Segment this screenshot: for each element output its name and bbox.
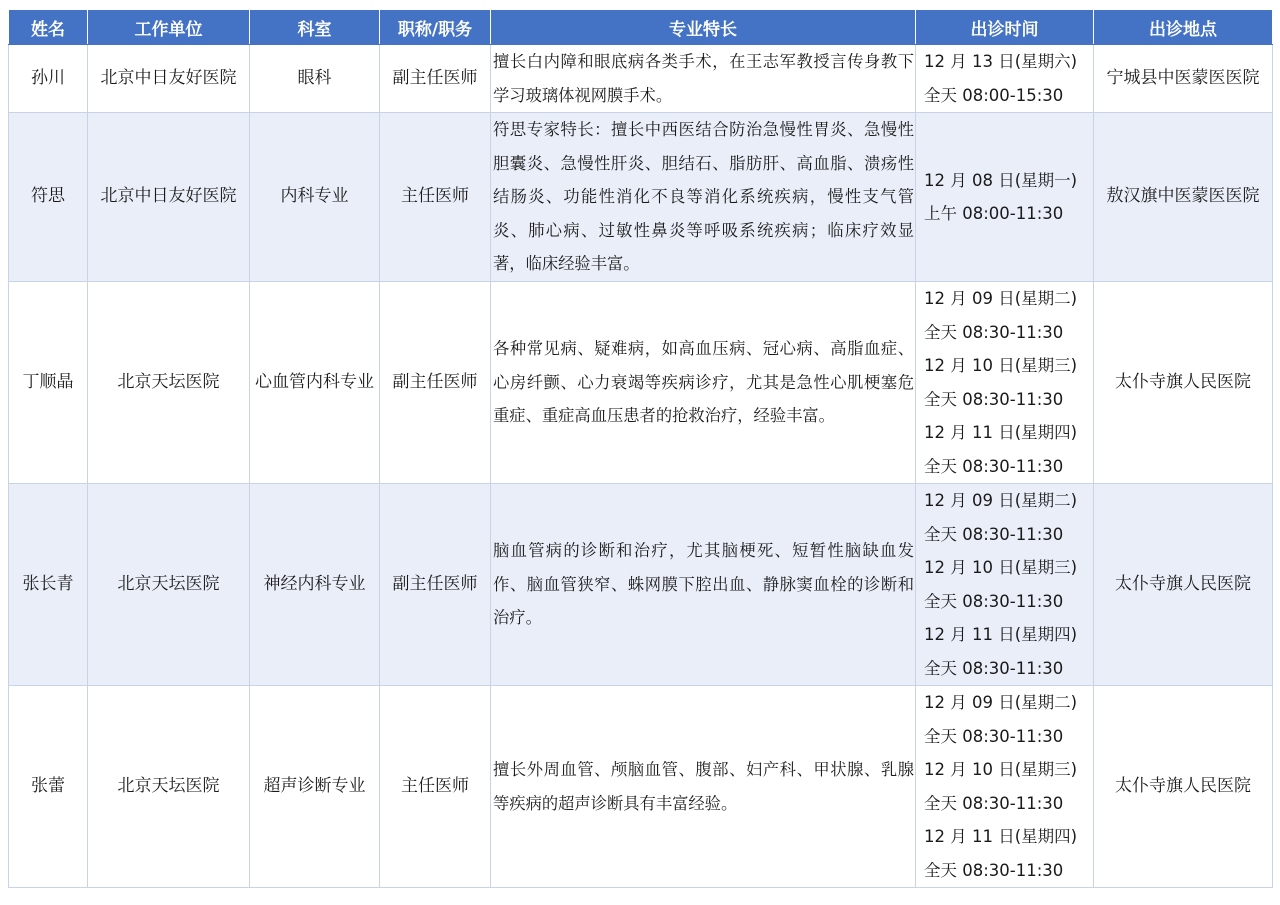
table-row [9, 45, 1273, 113]
schedule-date: 12 月 11 日(星期四) [924, 423, 1078, 442]
column-header-hospital: 工作单位 [88, 10, 250, 45]
doctor-name-cell: 丁顺晶 [9, 282, 88, 484]
schedule-time: 全天 08:30-11:30 [924, 793, 1064, 813]
doctor-name-cell: 符思 [9, 113, 88, 282]
schedule-date: 12 月 10 日(星期三) [924, 558, 1078, 577]
schedule-date: 12 月 11 日(星期四) [924, 625, 1078, 644]
schedule-time: 全天 08:00-15:30 [924, 85, 1064, 105]
schedule-time: 全天 08:30-11:30 [924, 658, 1064, 678]
schedule-sheet [8, 9, 1272, 888]
doctor-name-cell: 张蕾 [9, 686, 88, 888]
table-row [9, 282, 1273, 484]
table-header-row [9, 10, 1273, 45]
schedule-time: 全天 08:30-11:30 [924, 860, 1064, 880]
specialty-cell: 脑血管病的诊断和治疗，尤其脑梗死、短暂性脑缺血发作、脑血管狭窄、蛛网膜下腔出血、静脉窦血栓的诊断和治疗。 [491, 484, 916, 686]
location-cell: 太仆寺旗人民医院 [1094, 686, 1273, 888]
schedule-time: 全天 08:30-11:30 [924, 322, 1064, 342]
column-header-title: 职称/职务 [380, 10, 491, 45]
location-cell: 太仆寺旗人民医院 [1094, 484, 1273, 686]
table-row [9, 484, 1273, 686]
column-header-location: 出诊地点 [1094, 10, 1273, 45]
schedule-cell [916, 282, 1094, 484]
schedule-time: 全天 08:30-11:30 [924, 389, 1064, 409]
schedule-date: 12 月 09 日(星期二) [924, 491, 1078, 510]
hospital-cell: 北京天坛医院 [88, 484, 250, 686]
location-cell: 敖汉旗中医蒙医医院 [1094, 113, 1273, 282]
hospital-cell: 北京天坛医院 [88, 686, 250, 888]
table-row [9, 113, 1273, 282]
schedule-date: 12 月 10 日(星期三) [924, 356, 1078, 375]
column-header-department: 科室 [250, 10, 380, 45]
table-row [9, 686, 1273, 888]
schedule-date: 12 月 09 日(星期二) [924, 289, 1078, 308]
schedule-time: 全天 08:30-11:30 [924, 726, 1064, 746]
location-cell: 宁城县中医蒙医医院 [1094, 45, 1273, 113]
schedule-cell [916, 45, 1094, 113]
schedule-date: 12 月 10 日(星期三) [924, 760, 1078, 779]
schedule-time: 上午 08:00-11:30 [924, 204, 1064, 223]
schedule-cell [916, 484, 1094, 686]
specialty-cell: 擅长外周血管、颅脑血管、腹部、妇产科、甲状腺、乳腺等疾病的超声诊断具有丰富经验。 [491, 686, 916, 888]
schedule-time: 全天 08:30-11:30 [924, 456, 1064, 476]
title-cell: 副主任医师 [380, 45, 491, 113]
doctor-name-cell: 张长青 [9, 484, 88, 686]
hospital-cell: 北京中日友好医院 [88, 113, 250, 282]
column-header-schedule: 出诊时间 [916, 10, 1094, 45]
department-cell: 神经内科专业 [250, 484, 380, 686]
doctor-name-cell: 孙川 [9, 45, 88, 113]
schedule-date: 12 月 13 日(星期六) [924, 52, 1078, 71]
title-cell: 副主任医师 [380, 484, 491, 686]
department-cell: 心血管内科专业 [250, 282, 380, 484]
schedule-cell [916, 113, 1094, 282]
schedule-date: 12 月 11 日(星期四) [924, 827, 1078, 846]
title-cell: 主任医师 [380, 113, 491, 282]
hospital-cell: 北京中日友好医院 [88, 45, 250, 113]
schedule-cell [916, 686, 1094, 888]
specialty-cell: 擅长白内障和眼底病各类手术，在王志军教授言传身教下学习玻璃体视网膜手术。 [491, 45, 916, 113]
column-header-name: 姓名 [9, 10, 88, 45]
department-cell: 眼科 [250, 45, 380, 113]
column-header-specialty: 专业特长 [491, 10, 916, 45]
department-cell: 内科专业 [250, 113, 380, 282]
hospital-cell: 北京天坛医院 [88, 282, 250, 484]
schedule-date: 12 月 08 日(星期一) [924, 170, 1078, 190]
title-cell: 副主任医师 [380, 282, 491, 484]
location-cell: 太仆寺旗人民医院 [1094, 282, 1273, 484]
schedule-time: 全天 08:30-11:30 [924, 524, 1064, 544]
title-cell: 主任医师 [380, 686, 491, 888]
specialty-cell: 符思专家特长：擅长中西医结合防治急慢性胃炎、急慢性胆囊炎、急慢性肝炎、胆结石、脂肪肝、高血脂、溃疡性结肠炎、功能性消化不良等消化系统疾病，慢性支气管炎、肺心病、过敏性鼻炎等呼吸系统疾病；临床疗效显著，临床经验丰富。 [491, 113, 916, 282]
expert-schedule-table [8, 9, 1273, 888]
schedule-date: 12 月 09 日(星期二) [924, 693, 1078, 712]
specialty-cell: 各种常见病、疑难病，如高血压病、冠心病、高脂血症、心房纤颤、心力衰竭等疾病诊疗，尤其是急性心肌梗塞危重症、重症高血压患者的抢救治疗，经验丰富。 [491, 282, 916, 484]
department-cell: 超声诊断专业 [250, 686, 380, 888]
schedule-time: 全天 08:30-11:30 [924, 591, 1064, 611]
